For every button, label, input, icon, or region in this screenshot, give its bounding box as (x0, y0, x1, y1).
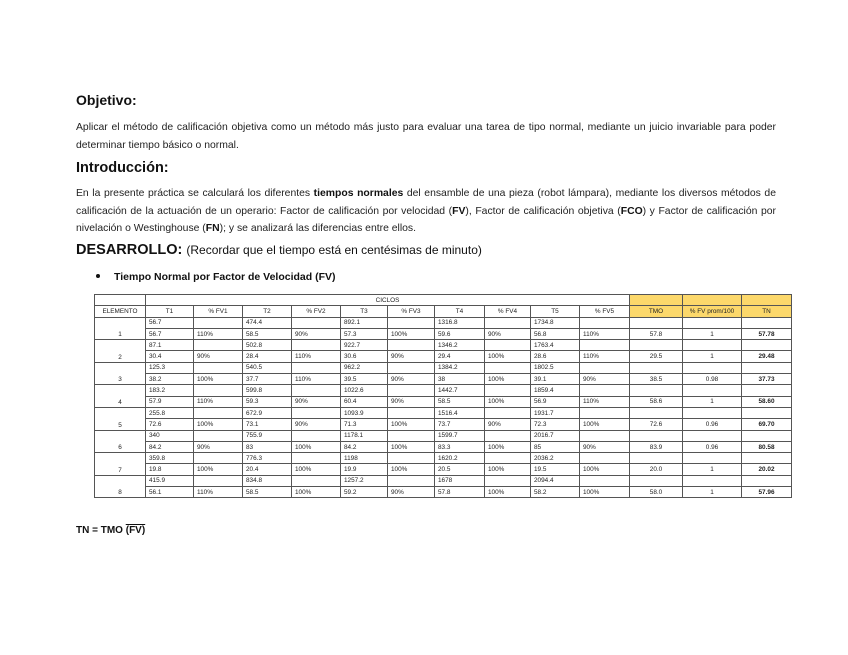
table-row (95, 419, 792, 430)
column-header: T5 (531, 306, 580, 317)
table-row (95, 430, 792, 441)
cumulative-time-cell: 56.7 (146, 317, 194, 328)
fv-percent-cell: 100% (485, 396, 531, 407)
fv-percent-cell: 110% (194, 487, 243, 498)
tn-cell: 29.48 (742, 351, 792, 362)
elemental-time-cell: 30.4 (146, 351, 194, 362)
cumulative-time-cell: 1599.7 (435, 430, 485, 441)
column-header: % FV1 (194, 306, 243, 317)
fv-percent-cell: 90% (388, 396, 435, 407)
table-row (95, 396, 792, 407)
fv-percent-cell: 110% (292, 351, 341, 362)
elemental-time-cell: 71.3 (341, 419, 388, 430)
tmo-blank-cell (630, 340, 683, 351)
fv-percent-cell: 90% (194, 351, 243, 362)
elemento-cell: 3 (95, 362, 146, 385)
elemental-time-cell: 58.5 (243, 328, 292, 339)
fv-blank-cell (292, 475, 341, 486)
fv-blank-cell (194, 407, 243, 418)
fv-percent-cell: 90% (388, 374, 435, 385)
tn-cell: 57.78 (742, 328, 792, 339)
formula: TN = TMO (FV) (76, 525, 146, 536)
elemental-time-cell: 28.4 (243, 351, 292, 362)
fv-table (94, 294, 792, 498)
elemental-time-cell: 29.4 (435, 351, 485, 362)
cumulative-time-cell: 1859.4 (531, 385, 580, 396)
elemental-time-cell: 58.5 (243, 487, 292, 498)
cumulative-time-cell: 340 (146, 430, 194, 441)
fvprom-header-top (683, 295, 742, 306)
fv-percent-cell: 100% (485, 351, 531, 362)
cumulative-time-cell: 1198 (341, 453, 388, 464)
tmo-blank-cell (630, 385, 683, 396)
fv-blank-cell (580, 475, 630, 486)
formula-fv-overline: (FV) (125, 525, 146, 536)
cumulative-time-cell: 2036.2 (531, 453, 580, 464)
fv-percent-cell: 100% (388, 464, 435, 475)
elemental-time-cell: 56.9 (531, 396, 580, 407)
fv-percent-cell: 100% (292, 441, 341, 452)
cumulative-time-cell: 415.9 (146, 475, 194, 486)
cumulative-time-cell: 125.3 (146, 362, 194, 373)
elemental-time-cell: 60.4 (341, 396, 388, 407)
fv-percent-cell: 90% (580, 441, 630, 452)
tn-header-top (742, 295, 792, 306)
cumulative-time-cell: 540.5 (243, 362, 292, 373)
elemento-cell: 2 (95, 340, 146, 363)
fv-blank-cell (580, 340, 630, 351)
elemental-time-cell: 72.3 (531, 419, 580, 430)
fvprom-blank-cell (683, 317, 742, 328)
elemental-time-cell: 58.2 (531, 487, 580, 498)
fvprom-blank-cell (683, 362, 742, 373)
fv-percent-cell: 100% (580, 464, 630, 475)
fv-blank-cell (388, 475, 435, 486)
fv-percent-cell: 100% (485, 487, 531, 498)
fv-blank-cell (194, 453, 243, 464)
fv-percent-cell: 90% (485, 419, 531, 430)
elemental-time-cell: 19.8 (146, 464, 194, 475)
column-header: T4 (435, 306, 485, 317)
fv-percent-cell: 110% (194, 328, 243, 339)
tmo-blank-cell (630, 362, 683, 373)
cumulative-time-cell: 1516.4 (435, 407, 485, 418)
tn-blank-cell (742, 317, 792, 328)
tn-blank-cell (742, 453, 792, 464)
cumulative-time-cell: 2016.7 (531, 430, 580, 441)
fv-percent-cell: 110% (580, 396, 630, 407)
elemental-time-cell: 56.8 (531, 328, 580, 339)
fv-prom-cell: 0.98 (683, 374, 742, 385)
fv-blank-cell (580, 453, 630, 464)
table-column-headers (95, 306, 792, 317)
tn-cell: 69.70 (742, 419, 792, 430)
elemental-time-cell: 83.3 (435, 441, 485, 452)
fvprom-blank-cell (683, 407, 742, 418)
cumulative-time-cell: 87.1 (146, 340, 194, 351)
fv-percent-cell: 110% (292, 374, 341, 385)
cumulative-time-cell: 255.8 (146, 407, 194, 418)
cumulative-time-cell: 183.2 (146, 385, 194, 396)
fv-percent-cell: 90% (292, 396, 341, 407)
tmo-blank-cell (630, 407, 683, 418)
fv-blank-cell (485, 430, 531, 441)
introduccion-heading: Introducción: (76, 160, 169, 176)
table-row (95, 362, 792, 373)
elemental-time-cell: 37.7 (243, 374, 292, 385)
fv-blank-cell (485, 362, 531, 373)
fv-blank-cell (292, 430, 341, 441)
tn-blank-cell (742, 385, 792, 396)
fv-percent-cell: 110% (580, 328, 630, 339)
table-row (95, 385, 792, 396)
fv-blank-cell (580, 317, 630, 328)
cumulative-time-cell: 776.3 (243, 453, 292, 464)
elemental-time-cell: 39.1 (531, 374, 580, 385)
fv-percent-cell: 90% (194, 441, 243, 452)
cumulative-time-cell: 1346.2 (435, 340, 485, 351)
fv-blank-cell (292, 453, 341, 464)
fv-percent-cell: 100% (292, 464, 341, 475)
tn-blank-cell (742, 340, 792, 351)
elemental-time-cell: 57.9 (146, 396, 194, 407)
bullet-dot-icon (96, 274, 100, 278)
elemental-time-cell: 85 (531, 441, 580, 452)
fv-percent-cell: 100% (194, 464, 243, 475)
fvprom-blank-cell (683, 430, 742, 441)
column-header: T1 (146, 306, 194, 317)
table-row (95, 374, 792, 385)
tn-blank-cell (742, 407, 792, 418)
objetivo-text: Aplicar el método de calificación objetiva como un método más justo para evaluar una tarea de tipo normal, mediante un juicio invariable para poder determinar tiempo básico o normal. (76, 122, 776, 151)
tn-cell: 57.96 (742, 487, 792, 498)
elemental-time-cell: 72.6 (146, 419, 194, 430)
fv-percent-cell: 90% (388, 487, 435, 498)
fv-blank-cell (194, 385, 243, 396)
column-header: % FV5 (580, 306, 630, 317)
tn-cell: 20.02 (742, 464, 792, 475)
fv-blank-cell (580, 362, 630, 373)
elemental-time-cell: 57.3 (341, 328, 388, 339)
table-row (95, 351, 792, 362)
fv-blank-cell (580, 407, 630, 418)
introduccion-text: En la presente práctica se calculará los diferentes tiempos normales del ensamble de una pieza (robot lámpara), mediante los diversos métodos de calificación de la actuación de un operario: Factor de calificación por velocidad (FV), Factor de calificación objetiva (FCO) y Factor de calificación por nivelación o Westinghouse (FN); y se analizará las diferencias entre ellos. (76, 188, 777, 234)
table-header-row (95, 295, 792, 306)
fv-percent-cell: 90% (580, 374, 630, 385)
fv-prom-cell: 0.96 (683, 419, 742, 430)
cumulative-time-cell: 962.2 (341, 362, 388, 373)
cumulative-time-cell: 922.7 (341, 340, 388, 351)
fv-percent-cell: 90% (292, 328, 341, 339)
column-header: ELEMENTO (95, 306, 146, 317)
fv-blank-cell (388, 407, 435, 418)
elemental-time-cell: 19.5 (531, 464, 580, 475)
cumulative-time-cell: 892.1 (341, 317, 388, 328)
fv-percent-cell: 100% (485, 441, 531, 452)
elemental-time-cell: 56.1 (146, 487, 194, 498)
fv-percent-cell: 100% (388, 419, 435, 430)
fv-blank-cell (388, 430, 435, 441)
fv-blank-cell (388, 362, 435, 373)
column-header: % FV prom/100 (683, 306, 742, 317)
tn-cell: 58.60 (742, 396, 792, 407)
cumulative-time-cell: 359.8 (146, 453, 194, 464)
elemental-time-cell: 56.7 (146, 328, 194, 339)
fv-percent-cell: 90% (388, 351, 435, 362)
table-row (95, 340, 792, 351)
elemento-cell: 7 (95, 453, 146, 476)
tmo-blank-cell (630, 453, 683, 464)
tn-cell: 80.58 (742, 441, 792, 452)
table-row (95, 464, 792, 475)
tmo-cell: 83.9 (630, 441, 683, 452)
cumulative-time-cell: 599.8 (243, 385, 292, 396)
fv-percent-cell: 110% (194, 396, 243, 407)
fv-blank-cell (194, 340, 243, 351)
tmo-cell: 57.8 (630, 328, 683, 339)
cumulative-time-cell: 1384.2 (435, 362, 485, 373)
fv-blank-cell (292, 407, 341, 418)
cumulative-time-cell: 1316.8 (435, 317, 485, 328)
fv-blank-cell (485, 317, 531, 328)
fv-blank-cell (292, 340, 341, 351)
fv-blank-cell (194, 362, 243, 373)
column-header: TMO (630, 306, 683, 317)
fv-prom-cell: 1 (683, 487, 742, 498)
elemental-time-cell: 28.6 (531, 351, 580, 362)
fvprom-blank-cell (683, 385, 742, 396)
fv-blank-cell (388, 317, 435, 328)
table-row (95, 441, 792, 452)
tn-blank-cell (742, 475, 792, 486)
fv-prom-cell: 1 (683, 351, 742, 362)
fv-percent-cell: 110% (580, 351, 630, 362)
objetivo-heading: Objetivo: (76, 92, 137, 108)
elemental-time-cell: 59.3 (243, 396, 292, 407)
tmo-cell: 38.5 (630, 374, 683, 385)
elemental-time-cell: 58.5 (435, 396, 485, 407)
tmo-blank-cell (630, 430, 683, 441)
table-row (95, 487, 792, 498)
elemento-cell: 4 (95, 385, 146, 408)
tn-blank-cell (742, 430, 792, 441)
elemental-time-cell: 59.6 (435, 328, 485, 339)
fv-blank-cell (194, 317, 243, 328)
fv-percent-cell: 100% (292, 487, 341, 498)
cumulative-time-cell: 2094.4 (531, 475, 580, 486)
elemental-time-cell: 84.2 (341, 441, 388, 452)
cumulative-time-cell: 1734.8 (531, 317, 580, 328)
fv-blank-cell (292, 385, 341, 396)
column-header: % FV4 (485, 306, 531, 317)
fv-blank-cell (194, 430, 243, 441)
fv-percent-cell: 100% (485, 464, 531, 475)
fv-blank-cell (485, 385, 531, 396)
tmo-cell: 58.6 (630, 396, 683, 407)
cumulative-time-cell: 834.8 (243, 475, 292, 486)
column-header: TN (742, 306, 792, 317)
fv-percent-cell: 100% (580, 419, 630, 430)
fv-percent-cell: 100% (194, 374, 243, 385)
elemental-time-cell: 20.4 (243, 464, 292, 475)
cumulative-time-cell: 1931.7 (531, 407, 580, 418)
fv-percent-cell: 100% (580, 487, 630, 498)
tmo-cell: 58.0 (630, 487, 683, 498)
fv-blank-cell (485, 340, 531, 351)
cumulative-time-cell: 1022.6 (341, 385, 388, 396)
elemental-time-cell: 73.7 (435, 419, 485, 430)
table-row (95, 317, 792, 328)
elemental-time-cell: 38.2 (146, 374, 194, 385)
elemento-cell: 8 (95, 475, 146, 498)
tn-blank-cell (742, 362, 792, 373)
column-header: % FV2 (292, 306, 341, 317)
fvprom-blank-cell (683, 475, 742, 486)
cumulative-time-cell: 1763.4 (531, 340, 580, 351)
fv-prom-cell: 0.96 (683, 441, 742, 452)
fv-blank-cell (580, 430, 630, 441)
cumulative-time-cell: 755.9 (243, 430, 292, 441)
elemental-time-cell: 38 (435, 374, 485, 385)
tmo-cell: 29.5 (630, 351, 683, 362)
elemental-time-cell: 73.1 (243, 419, 292, 430)
column-header: % FV3 (388, 306, 435, 317)
cumulative-time-cell: 1678 (435, 475, 485, 486)
fv-blank-cell (194, 475, 243, 486)
table-row (95, 328, 792, 339)
fv-percent-cell: 90% (292, 419, 341, 430)
fv-prom-cell: 1 (683, 328, 742, 339)
fv-blank-cell (388, 453, 435, 464)
column-header: T3 (341, 306, 388, 317)
tmo-cell: 20.0 (630, 464, 683, 475)
fv-percent-cell: 90% (485, 328, 531, 339)
fv-blank-cell (485, 407, 531, 418)
fv-percent-cell: 100% (194, 419, 243, 430)
tn-cell: 37.73 (742, 374, 792, 385)
fv-blank-cell (388, 340, 435, 351)
tmo-blank-cell (630, 475, 683, 486)
table-row (95, 407, 792, 418)
cumulative-time-cell: 1802.5 (531, 362, 580, 373)
elemental-time-cell: 20.5 (435, 464, 485, 475)
desarrollo-heading: DESARROLLO: (Recordar que el tiempo está en centésimas de minuto) (76, 242, 482, 258)
cumulative-time-cell: 1093.9 (341, 407, 388, 418)
fv-blank-cell (292, 317, 341, 328)
fv-blank-cell (485, 475, 531, 486)
elemental-time-cell: 83 (243, 441, 292, 452)
cumulative-time-cell: 1620.2 (435, 453, 485, 464)
fvprom-blank-cell (683, 340, 742, 351)
elemental-time-cell: 59.2 (341, 487, 388, 498)
cumulative-time-cell: 474.4 (243, 317, 292, 328)
tmo-cell: 72.6 (630, 419, 683, 430)
bullet-fv: Tiempo Normal por Factor de Velocidad (FV) (96, 271, 336, 283)
tmo-header-top (630, 295, 683, 306)
elemental-time-cell: 57.8 (435, 487, 485, 498)
elemental-time-cell: 19.9 (341, 464, 388, 475)
elemental-time-cell: 39.5 (341, 374, 388, 385)
fv-blank-cell (292, 362, 341, 373)
table-row (95, 475, 792, 486)
fv-prom-cell: 1 (683, 396, 742, 407)
elemento-cell: 1 (95, 317, 146, 340)
fv-prom-cell: 1 (683, 464, 742, 475)
fv-blank-cell (485, 453, 531, 464)
cumulative-time-cell: 672.9 (243, 407, 292, 418)
desarrollo-note: (Recordar que el tiempo está en centésimas de minuto) (186, 243, 482, 257)
fv-blank-cell (388, 385, 435, 396)
elemento-cell: 6 (95, 430, 146, 453)
table-corner-cell (95, 295, 146, 306)
column-header: T2 (243, 306, 292, 317)
fv-percent-cell: 100% (388, 441, 435, 452)
tmo-blank-cell (630, 317, 683, 328)
elemental-time-cell: 84.2 (146, 441, 194, 452)
fvprom-blank-cell (683, 453, 742, 464)
ciclos-header: CICLOS (146, 295, 630, 306)
fv-blank-cell (580, 385, 630, 396)
fv-percent-cell: 100% (485, 374, 531, 385)
cumulative-time-cell: 502.8 (243, 340, 292, 351)
elemental-time-cell: 30.6 (341, 351, 388, 362)
elemento-cell: 5 (95, 407, 146, 430)
cumulative-time-cell: 1178.1 (341, 430, 388, 441)
fv-percent-cell: 100% (388, 328, 435, 339)
cumulative-time-cell: 1257.2 (341, 475, 388, 486)
table-row (95, 453, 792, 464)
cumulative-time-cell: 1442.7 (435, 385, 485, 396)
